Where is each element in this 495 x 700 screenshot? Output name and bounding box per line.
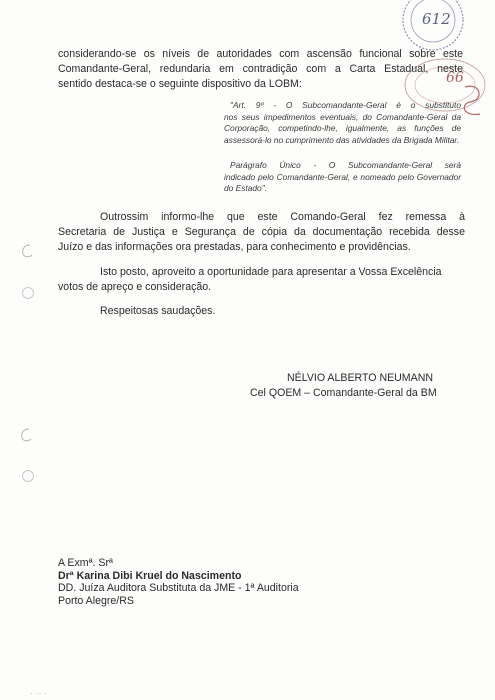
punch-hole-1 xyxy=(20,243,34,259)
closing-line: Respeitosas saudações. xyxy=(100,305,216,317)
quote-art-line-2: nos seus impedimentos eventuais, do Comandante-Geral da xyxy=(224,111,461,122)
punch-hole-2 xyxy=(22,287,34,299)
punch-hole-4 xyxy=(22,470,34,482)
quote-art-line-1: "Art. 9º - O Subcomandante-Geral é o substituto xyxy=(230,100,461,110)
isto-posto-paragraph xyxy=(58,265,465,295)
quote-par-line-3: do Estado". xyxy=(224,183,268,193)
outrossim-line-1: Outrossim informo-lhe que este Comando-Geral fez remessa à xyxy=(100,211,465,223)
intro-line-3: sentido destaca-se o seguinte dispositivo da LOBM: xyxy=(58,78,302,90)
signature-title: Cel QOEM – Comandante-Geral da BM xyxy=(250,387,437,399)
folio-number-top: 612 xyxy=(422,10,451,28)
quote-par-line-2: indicado pelo Comandante-Geral, e nomeado pelo Governador xyxy=(224,171,461,182)
outrossim-paragraph xyxy=(58,210,465,255)
recipient-salutation: A Exmª. Srª xyxy=(58,557,113,569)
outrossim-line-2: Secretaria de Justiça e Segurança de cópia da documentação recebida desse xyxy=(58,226,465,238)
folio-number-red: 66 xyxy=(446,70,464,86)
signature-block xyxy=(250,371,470,401)
signature-name: NÉLVIO ALBERTO NEUMANN xyxy=(287,372,433,384)
isto-line-1: Isto posto, aproveito a oportunidade para apresentar a Vossa Excelência xyxy=(100,266,442,278)
recipient-role: DD. Juíza Auditora Substituta da JME - 1ª Auditoria xyxy=(58,582,299,594)
quote-art-line-3: Corporação, competindo-lhe, igualmente, as funções de xyxy=(224,123,461,133)
recipient-city: Porto Alegre/RS xyxy=(58,594,134,607)
quote-article-9 xyxy=(224,100,461,146)
isto-line-2: votos de apreço e consideração. xyxy=(58,281,212,293)
outrossim-line-3: Juízo e das informações ora prestadas, para conhecimento e providências. xyxy=(58,241,411,253)
intro-line-2: Comandante-Geral, redundaria em contradição com a Carta Estadual, neste xyxy=(58,63,463,75)
recipient-name: Drª Karina Dibi Kruel do Nascimento xyxy=(58,569,242,582)
punch-hole-3 xyxy=(19,427,33,443)
quote-paragrafo-unico xyxy=(224,160,461,195)
intro-line-1: considerando-se os níveis de autoridades com ascensão funcional sobre este xyxy=(58,48,463,60)
recipient-block xyxy=(58,557,388,607)
intro-paragraph xyxy=(58,47,463,92)
scan-noise: · ·· · xyxy=(30,688,47,698)
quote-art-line-4: assessorá-lo no cumprimento das atividades da Brigada Militar. xyxy=(224,134,460,145)
quote-par-line-1: Parágrafo Único - O Subcomandante-Geral será xyxy=(230,160,461,170)
